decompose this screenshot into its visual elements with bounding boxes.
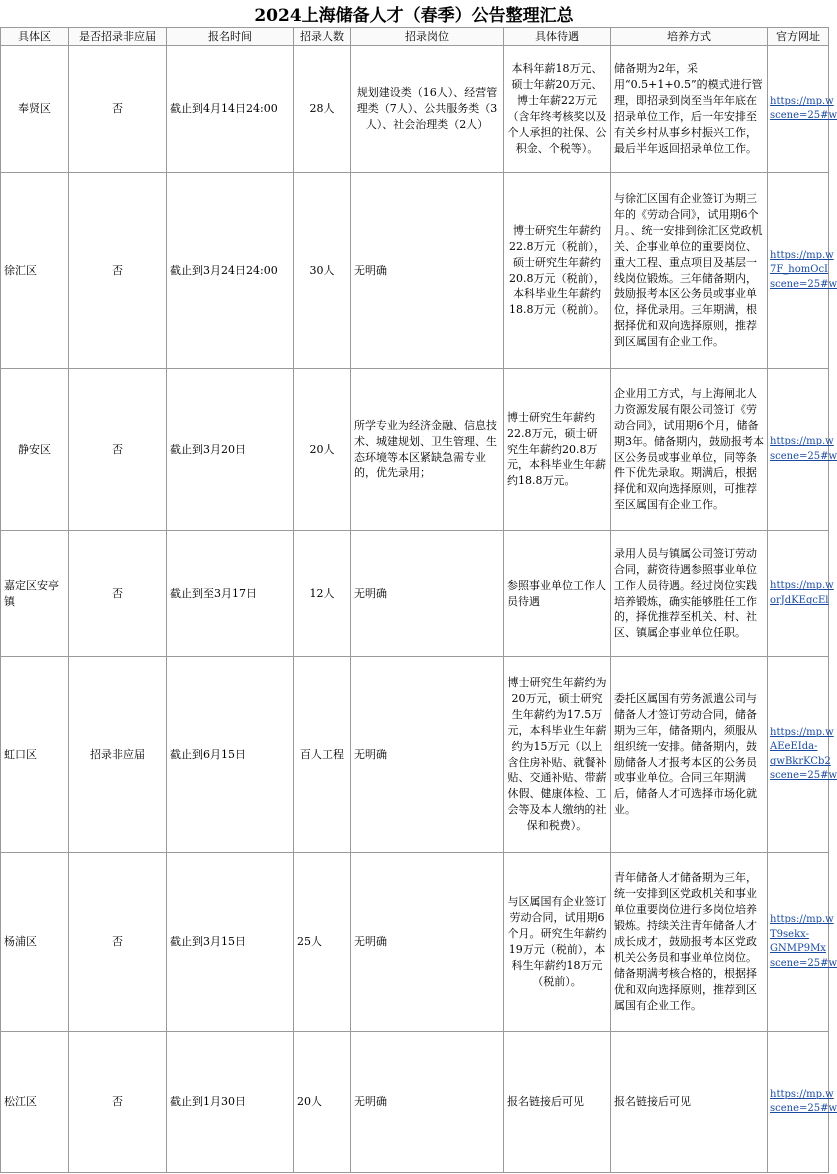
district-cell: 奉贤区: [1, 46, 69, 173]
salary-cell: 报名链接后可见: [504, 1032, 611, 1173]
salary-cell: 博士研究生年薪约22.8万元（税前），硕士研究生年薪约20.8万元（税前），本科毕业生年薪约18.8万元（税前）。: [504, 173, 611, 369]
table-row: [1, 46, 829, 173]
count-cell: 百人工程: [294, 657, 351, 853]
non-fresh-cell: 否: [69, 1032, 167, 1173]
deadline-cell: 截止到3月24日24:00: [167, 173, 294, 369]
table-row: [1, 1032, 829, 1173]
training-cell: 与徐汇区国有企业签订为期三年的《劳动合同》，试用期6个月。、统一安排到徐汇区党政机关、企事业单位的重要岗位、重大工程、重点项目及基层一线岗位锻炼。三年储备期内，鼓励报考本区公务员或事业单位，择优录用。三年期满，根据择优和双向选择原则，推荐到区属国有企业工作。: [611, 173, 768, 369]
training-cell: 委托区属国有劳务派遣公司与储备人才签订劳动合同，储备期为三年，储备期内，须服从组织统一安排。储备期内，鼓励储备人才报考本区的公务员或事业单位。合同三年期满后，储备人才可选择市场化就业。: [611, 657, 768, 853]
count-cell: 30人: [294, 173, 351, 369]
official-link[interactable]: https://mp.w scene=25#w: [768, 1032, 829, 1173]
table-row: [1, 531, 829, 657]
positions-cell: 规划建设类（16人）、经营管理类（7人）、公共服务类（3人）、社会治理类（2人）: [351, 46, 504, 173]
salary-cell: 博士研究生年薪约22.8万元，硕士研究生年薪约20.8万元，本科毕业生年薪约18.8万元。: [504, 369, 611, 531]
non-fresh-cell: 否: [69, 853, 167, 1032]
positions-cell: 所学专业为经济金融、信息技术、城建规划、卫生管理、生态环境等本区紧缺急需专业的，优先录用；: [351, 369, 504, 531]
summary-table: [0, 27, 837, 1173]
district-cell: 静安区: [1, 369, 69, 531]
official-link[interactable]: https://mp.w AEeEIda- qwBkrKCb2 scene=25#w: [768, 657, 829, 853]
header-positions: 招录岗位: [351, 28, 504, 46]
count-cell: 12人: [294, 531, 351, 657]
non-fresh-cell: 否: [69, 173, 167, 369]
salary-cell: 本科年薪18万元、硕士年薪20万元、博士年薪22万元（含年终考核奖以及个人承担的社保、公积金、个税等）。: [504, 46, 611, 173]
official-link[interactable]: https://mp.w scene=25#w: [768, 46, 829, 173]
header-row: [1, 28, 829, 46]
deadline-cell: 截止到至3月17日: [167, 531, 294, 657]
training-cell: 报名链接后可见: [611, 1032, 768, 1173]
deadline-cell: 截止到3月20日: [167, 369, 294, 531]
district-cell: 徐汇区: [1, 173, 69, 369]
salary-cell: 博士研究生年薪约为20万元，硕士研究生年薪约为17.5万元，本科毕业生年薪约为15万元（以上含住房补贴、就餐补贴、交通补贴、带薪休假、健康体检、工会等及本人缴纳的社保和税费）。: [504, 657, 611, 853]
table-row: [1, 369, 829, 531]
training-cell: 储备期为2年，采用“0.5+1+0.5”的模式进行管理，即招录到岗至当年年底在招录单位工作，后一年安排至有关乡村从事乡村振兴工作，最后半年返回招录单位工作。: [611, 46, 768, 173]
official-link[interactable]: https://mp.w T9sekx- GNMP9Mx scene=25#w: [768, 853, 829, 1032]
non-fresh-cell: 否: [69, 46, 167, 173]
count-cell: 20人: [294, 1032, 351, 1173]
header-deadline: 报名时间: [167, 28, 294, 46]
page-title: 2024上海储备人才（春季）公告整理汇总: [254, 6, 574, 26]
non-fresh-cell: 否: [69, 531, 167, 657]
header-url: 官方网址: [768, 28, 829, 46]
table-row: [1, 853, 829, 1032]
positions-cell: 无明确: [351, 1032, 504, 1173]
non-fresh-cell: 招录非应届: [69, 657, 167, 853]
district-cell: 嘉定区安亭镇: [1, 531, 69, 657]
count-cell: 20人: [294, 369, 351, 531]
count-cell: 28人: [294, 46, 351, 173]
header-non-fresh: 是否招录非应届: [69, 28, 167, 46]
table-row: [1, 657, 829, 853]
salary-cell: 与区属国有企业签订劳动合同，试用期6个月。研究生年薪约19万元（税前），本科生年薪约18万元（税前）。: [504, 853, 611, 1032]
training-cell: 企业用工方式，与上海闸北人力资源发展有限公司签订《劳动合同》，试用期6个月，储备期3年。储备期内，鼓励报考本区公务员或事业单位，同等条件下优先录取。期满后，根据择优和双向选择原则，可推荐至区属国有企业工作。: [611, 369, 768, 531]
deadline-cell: 截止到1月30日: [167, 1032, 294, 1173]
header-salary: 具体待遇: [504, 28, 611, 46]
official-link[interactable]: https://mp.w scene=25#w: [768, 369, 829, 531]
district-cell: 松江区: [1, 1032, 69, 1173]
official-link[interactable]: https://mp.w 7F_homOcI scene=25#w: [768, 173, 829, 369]
positions-cell: 无明确: [351, 853, 504, 1032]
training-cell: 青年储备人才储备期为三年，统一安排到区党政机关和事业单位重要岗位进行多岗位培养锻炼。持续关注青年储备人才成长成才，鼓励报考本区党政机关公务员和事业单位岗位。储备期满考核合格的，根据择优和双向选择原则，推荐到区属国有企业工作。: [611, 853, 768, 1032]
table-row: [1, 173, 829, 369]
deadline-cell: 截止到3月15日: [167, 853, 294, 1032]
positions-cell: 无明确: [351, 531, 504, 657]
header-training: 培养方式: [611, 28, 768, 46]
deadline-cell: 截止到6月15日: [167, 657, 294, 853]
district-cell: 虹口区: [1, 657, 69, 853]
salary-cell: 参照事业单位工作人员待遇: [504, 531, 611, 657]
official-link[interactable]: https://mp.w orJdKEqcEl: [768, 531, 829, 657]
positions-cell: 无明确: [351, 657, 504, 853]
deadline-cell: 截止到4月14日24:00: [167, 46, 294, 173]
non-fresh-cell: 否: [69, 369, 167, 531]
training-cell: 录用人员与镇属公司签订劳动合同，薪资待遇参照事业单位工作人员待遇。经过岗位实践培养锻炼，确实能够胜任工作的，择优推荐至机关、村、社区、镇属企事业单位任职。: [611, 531, 768, 657]
header-district: 具体区: [1, 28, 69, 46]
count-cell: 25人: [294, 853, 351, 1032]
district-cell: 杨浦区: [1, 853, 69, 1032]
positions-cell: 无明确: [351, 173, 504, 369]
header-count: 招录人数: [294, 28, 351, 46]
